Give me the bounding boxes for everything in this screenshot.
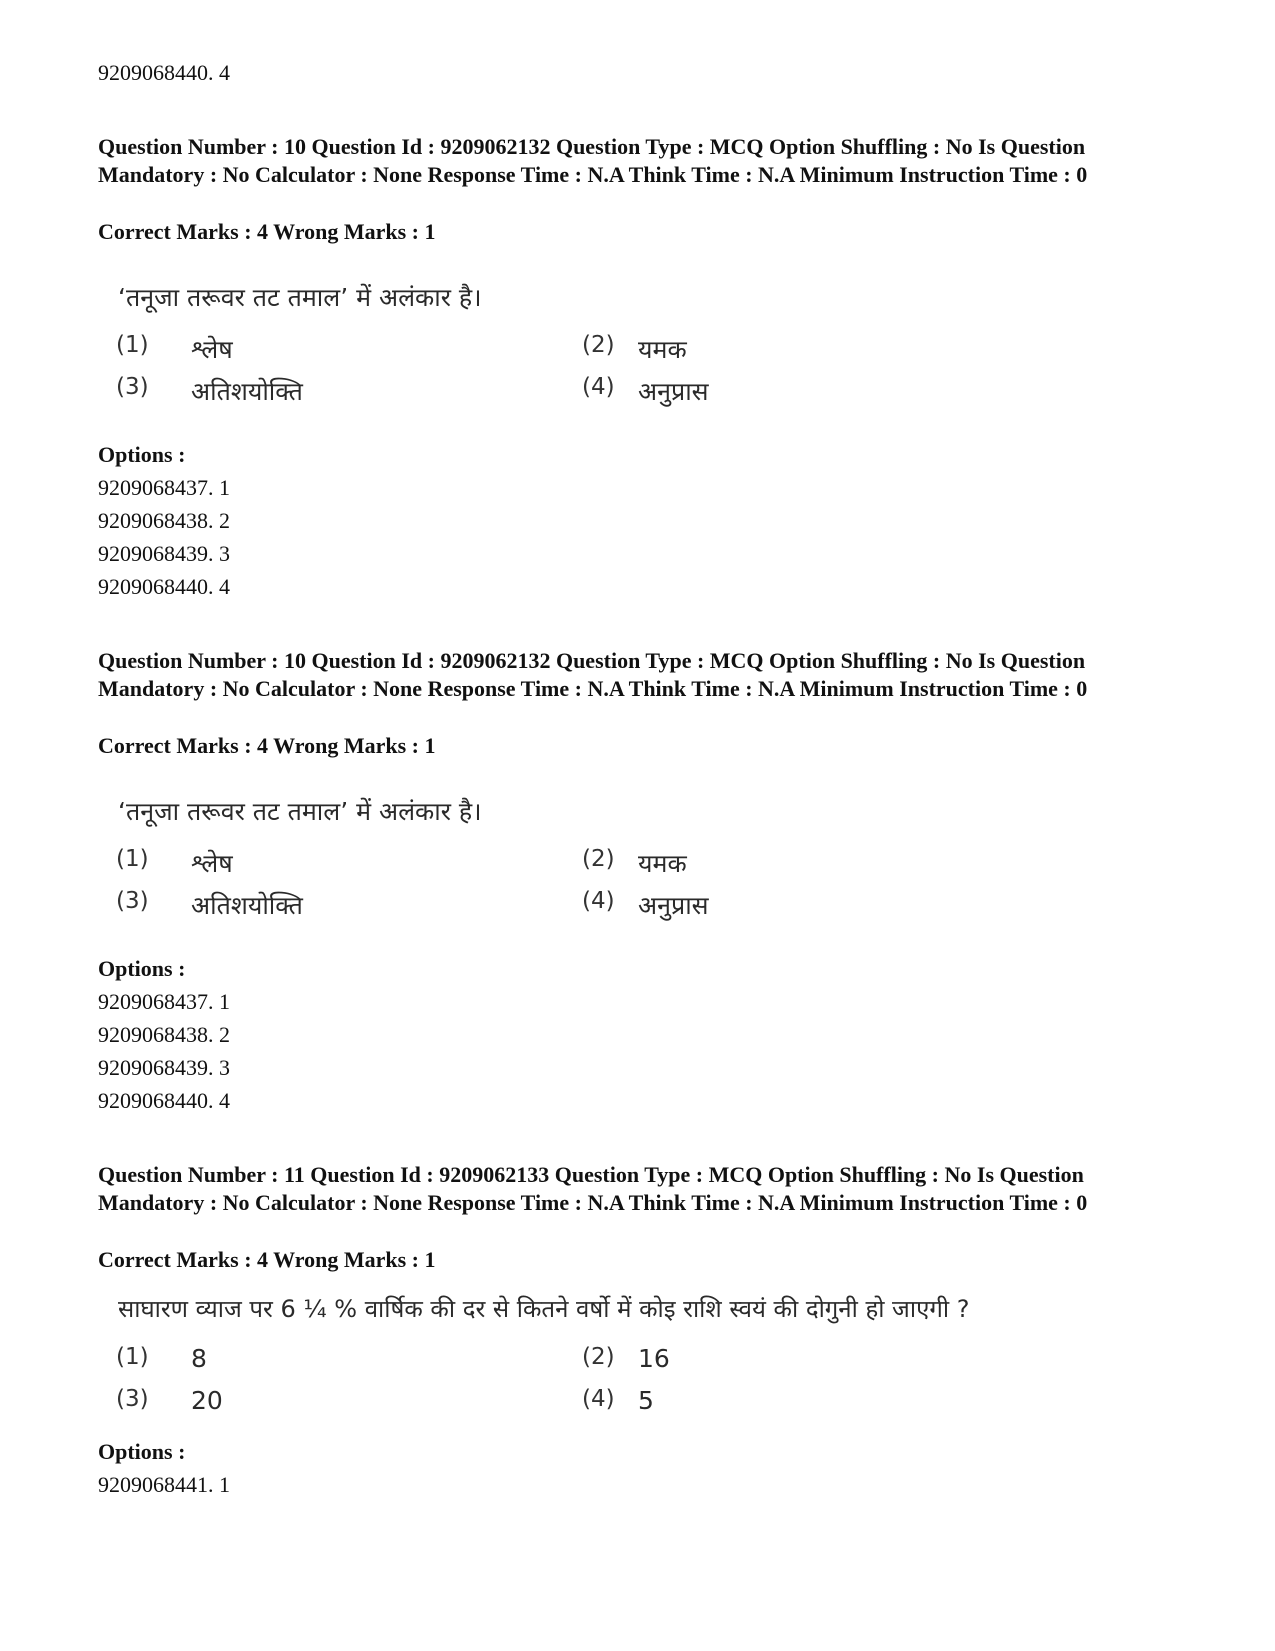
option-line: 9209068440. 4 bbox=[98, 60, 230, 85]
question-text: ‘तनूजा तरूवर तट तमाल’ में अलंकार है। bbox=[118, 797, 482, 826]
marks-line: Correct Marks : 4 Wrong Marks : 1 bbox=[98, 219, 436, 244]
option-line: 9209068438. 2 bbox=[98, 508, 230, 533]
choice-text: 5 bbox=[638, 1386, 654, 1415]
marks-line: Correct Marks : 4 Wrong Marks : 1 bbox=[98, 733, 436, 758]
option-line: 9209068439. 3 bbox=[98, 1055, 230, 1080]
choice-text: 16 bbox=[638, 1344, 670, 1373]
options-label: Options : bbox=[98, 956, 186, 981]
choice-number: (2) bbox=[582, 1344, 615, 1370]
choice-number: (1) bbox=[116, 332, 149, 358]
option-line: 9209068439. 3 bbox=[98, 541, 230, 566]
question-text: साघारण व्याज पर 6 ¼ % वार्षिक की दर से कितने वर्षो में कोइ राशि स्वयं की दोगुनी हो जाएगी ? bbox=[118, 1295, 970, 1323]
choice-text: 20 bbox=[191, 1386, 223, 1415]
marks-line: Correct Marks : 4 Wrong Marks : 1 bbox=[98, 1247, 436, 1272]
choice-number: (3) bbox=[116, 1386, 149, 1412]
choice-text: 8 bbox=[191, 1344, 207, 1373]
choice-text: अनुप्रास bbox=[638, 891, 709, 920]
question-header: Question Number : 10 Question Id : 9209062132 Question Type : MCQ Option Shuffling : No Is Question Mandatory : No Calculator : None Response Time : N.A Think Time : N.A Minimum Instruction Time : 0 bbox=[98, 134, 1088, 187]
choice-text: अनुप्रास bbox=[638, 377, 709, 406]
choice-text: यमक bbox=[638, 335, 687, 364]
choice-text: श्लेष bbox=[191, 849, 233, 878]
choice-text: यमक bbox=[638, 849, 687, 878]
option-line: 9209068440. 4 bbox=[98, 574, 230, 599]
options-label: Options : bbox=[98, 442, 186, 467]
choice-text: श्लेष bbox=[191, 335, 233, 364]
choice-text: अतिशयोक्ति bbox=[191, 891, 303, 920]
choice-number: (2) bbox=[582, 846, 615, 872]
option-line: 9209068437. 1 bbox=[98, 475, 230, 500]
option-line: 9209068437. 1 bbox=[98, 989, 230, 1014]
option-line: 9209068440. 4 bbox=[98, 1088, 230, 1113]
choice-number: (4) bbox=[582, 1386, 615, 1412]
choice-number: (3) bbox=[116, 888, 149, 914]
question-text: ‘तनूजा तरूवर तट तमाल’ में अलंकार है। bbox=[118, 283, 482, 312]
options-label: Options : bbox=[98, 1439, 186, 1464]
choice-number: (1) bbox=[116, 1344, 149, 1370]
question-header: Question Number : 11 Question Id : 9209062133 Question Type : MCQ Option Shuffling : No Is Question Mandatory : No Calculator : None Response Time : N.A Think Time : N.A Minimum Instruction Time : 0 bbox=[98, 1162, 1088, 1215]
choice-number: (3) bbox=[116, 374, 149, 400]
choice-text: अतिशयोक्ति bbox=[191, 377, 303, 406]
option-line: 9209068438. 2 bbox=[98, 1022, 230, 1047]
question-header: Question Number : 10 Question Id : 9209062132 Question Type : MCQ Option Shuffling : No Is Question Mandatory : No Calculator : None Response Time : N.A Think Time : N.A Minimum Instruction Time : 0 bbox=[98, 648, 1088, 701]
choice-number: (4) bbox=[582, 374, 615, 400]
choice-number: (4) bbox=[582, 888, 615, 914]
choice-number: (2) bbox=[582, 332, 615, 358]
option-line: 9209068441. 1 bbox=[98, 1472, 230, 1497]
choice-number: (1) bbox=[116, 846, 149, 872]
